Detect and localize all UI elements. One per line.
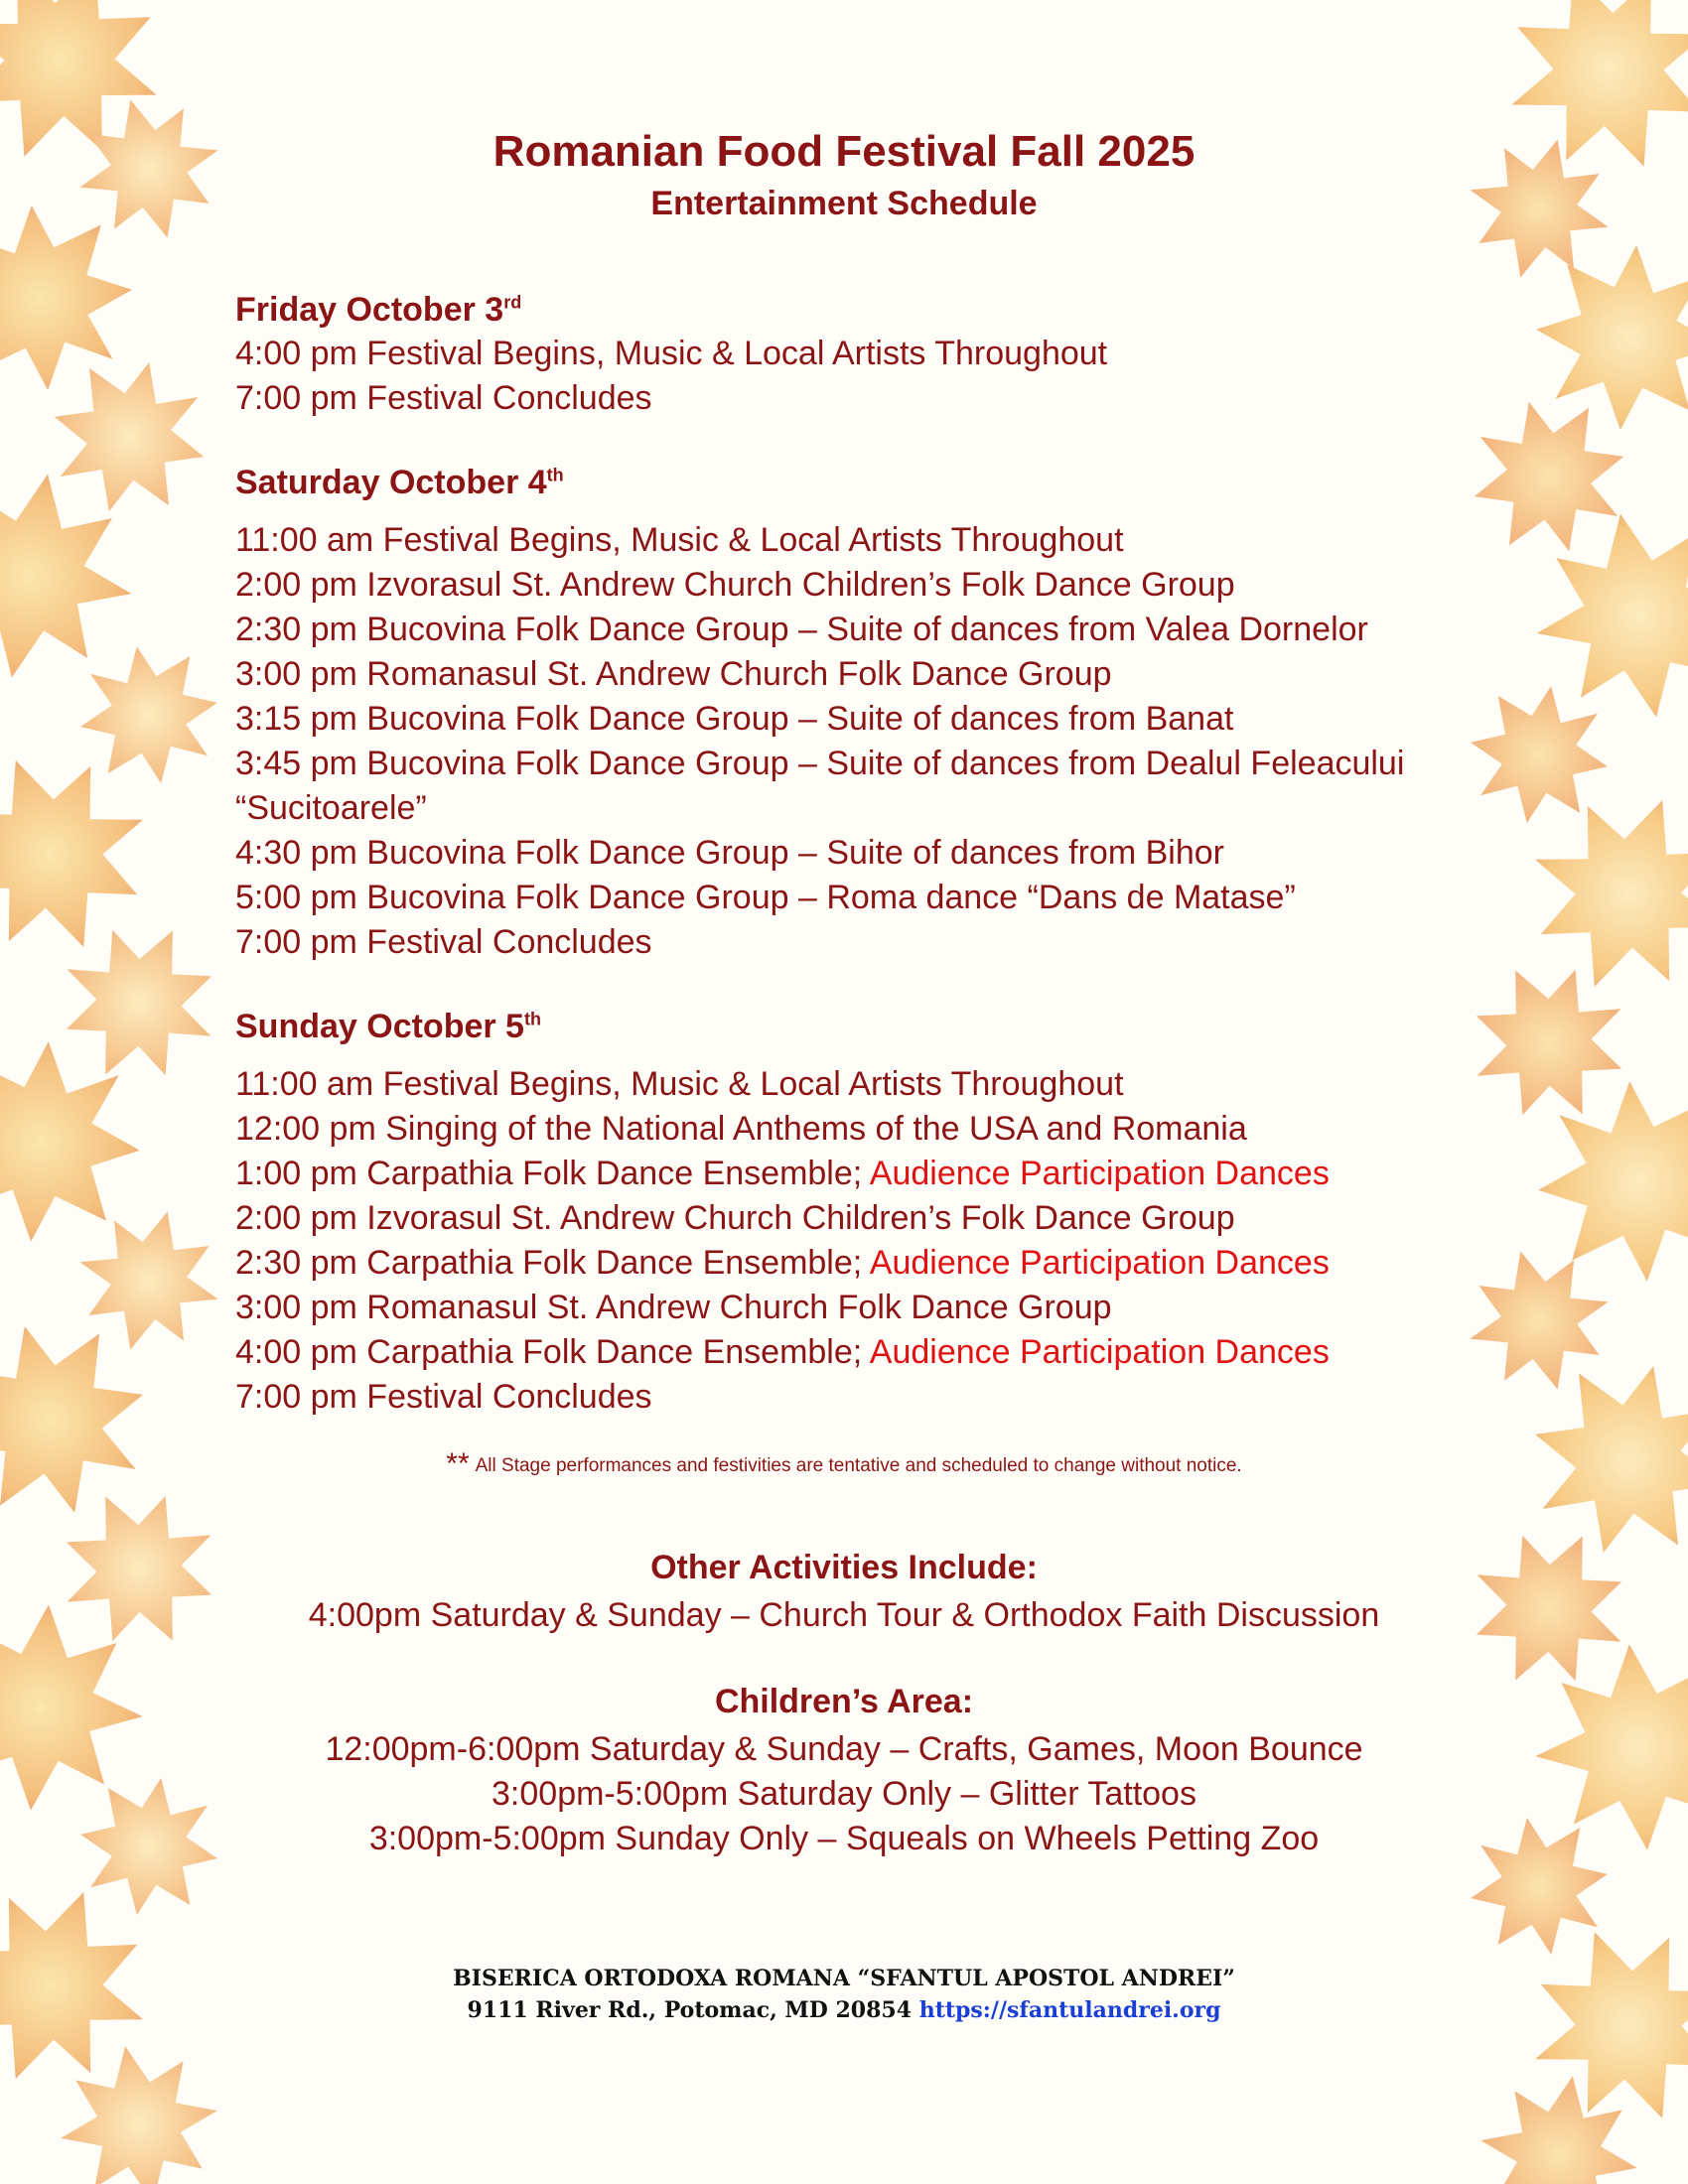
schedule-entry: 2:00 pm Izvorasul St. Andrew Church Children’s Folk Dance Group	[235, 566, 1235, 604]
childrens-area-title: Children’s Area:	[714, 1683, 974, 1720]
day-heading: Friday October 3rd	[235, 291, 522, 329]
schedule-entry: 7:00 pm Festival Concludes	[235, 1378, 652, 1416]
schedule-entry: 5:00 pm Bucovina Folk Dance Group – Roma dance “Dans de Matase”	[235, 879, 1296, 916]
schedule-entry: 3:00 pm Romanasul St. Andrew Church Folk Dance Group	[235, 1289, 1112, 1326]
schedule-entry: 2:30 pm Bucovina Folk Dance Group – Suite of dances from Valea Dornelor	[235, 611, 1368, 648]
schedule-entry: 7:00 pm Festival Concludes	[235, 923, 652, 961]
day-block-friday	[235, 288, 1457, 421]
day-heading: Sunday October 5th	[235, 1008, 541, 1045]
schedule-entry: 4:00 pm Carpathia Folk Dance Ensemble; Audience Participation Dances	[235, 1333, 1330, 1371]
schedule-entry: 11:00 am Festival Begins, Music & Local Artists Throughout	[235, 1065, 1124, 1103]
page-title: Romanian Food Festival Fall 2025	[492, 127, 1196, 176]
other-activities-line: 4:00pm Saturday & Sunday – Church Tour & Orthodox Faith Discussion	[308, 1596, 1380, 1634]
disclaimer-text: All Stage performances and festivities are tentative and scheduled to change without notice.	[475, 1455, 1242, 1476]
audience-participation-highlight: Audience Participation Dances	[869, 1333, 1330, 1371]
schedule	[235, 288, 1457, 1459]
childrens-area-line: 12:00pm-6:00pm Saturday & Sunday – Crafts, Games, Moon Bounce	[325, 1730, 1363, 1768]
schedule-entry: 3:15 pm Bucovina Folk Dance Group – Suite of dances from Banat	[235, 700, 1234, 738]
childrens-area-line: 3:00pm-5:00pm Saturday Only – Glitter Tattoos	[492, 1775, 1196, 1813]
ordinal-suffix: rd	[503, 292, 522, 313]
audience-participation-highlight: Audience Participation Dances	[869, 1244, 1330, 1282]
schedule-entry: 4:00 pm Festival Begins, Music & Local Artists Throughout	[235, 335, 1108, 372]
schedule-entry: 1:00 pm Carpathia Folk Dance Ensemble; Audience Participation Dances	[235, 1155, 1330, 1192]
schedule-entry: 2:00 pm Izvorasul St. Andrew Church Children’s Folk Dance Group	[235, 1199, 1235, 1237]
other-activities-title: Other Activities Include:	[650, 1549, 1038, 1586]
schedule-entry: 3:00 pm Romanasul St. Andrew Church Folk Dance Group	[235, 655, 1112, 693]
schedule-entry: 11:00 am Festival Begins, Music & Local Artists Throughout	[235, 521, 1124, 559]
entry-list	[235, 518, 1457, 965]
schedule-entry: 7:00 pm Festival Concludes	[235, 379, 652, 417]
schedule-entry: 3:45 pm Bucovina Folk Dance Group – Suite of dances from Dealul Feleacului	[235, 745, 1405, 782]
day-heading: Saturday October 4th	[235, 464, 564, 501]
childrens-area-line: 3:00pm-5:00pm Sunday Only – Squeals on Wheels Petting Zoo	[368, 1820, 1320, 1857]
disclaimer	[0, 1447, 1688, 1481]
schedule-entry: “Sucitoarele”	[235, 789, 427, 827]
ordinal-suffix: th	[523, 1009, 541, 1029]
entry-list	[235, 1062, 1457, 1420]
website-link[interactable]: https://sfantulandrei.org	[918, 1997, 1221, 2023]
page-subtitle: Entertainment Schedule	[650, 185, 1038, 222]
church-address: 9111 River Rd., Potomac, MD 20854 https://sfantulandrei.org	[467, 1997, 1221, 2023]
schedule-entry: 12:00 pm Singing of the National Anthems of the USA and Romania	[235, 1110, 1247, 1148]
entry-list	[235, 332, 1457, 421]
day-block-saturday	[235, 461, 1457, 965]
audience-participation-highlight: Audience Participation Dances	[869, 1155, 1330, 1192]
disclaimer-stars: **	[446, 1447, 470, 1480]
ordinal-suffix: th	[546, 465, 564, 485]
church-name: BISERICA ORTODOXA ROMANA “SFANTUL APOSTOL ANDREI”	[453, 1966, 1235, 1991]
schedule-entry: 2:30 pm Carpathia Folk Dance Ensemble; Audience Participation Dances	[235, 1244, 1330, 1282]
schedule-entry: 4:30 pm Bucovina Folk Dance Group – Suite of dances from Bihor	[235, 834, 1224, 872]
day-block-sunday	[235, 1005, 1457, 1420]
